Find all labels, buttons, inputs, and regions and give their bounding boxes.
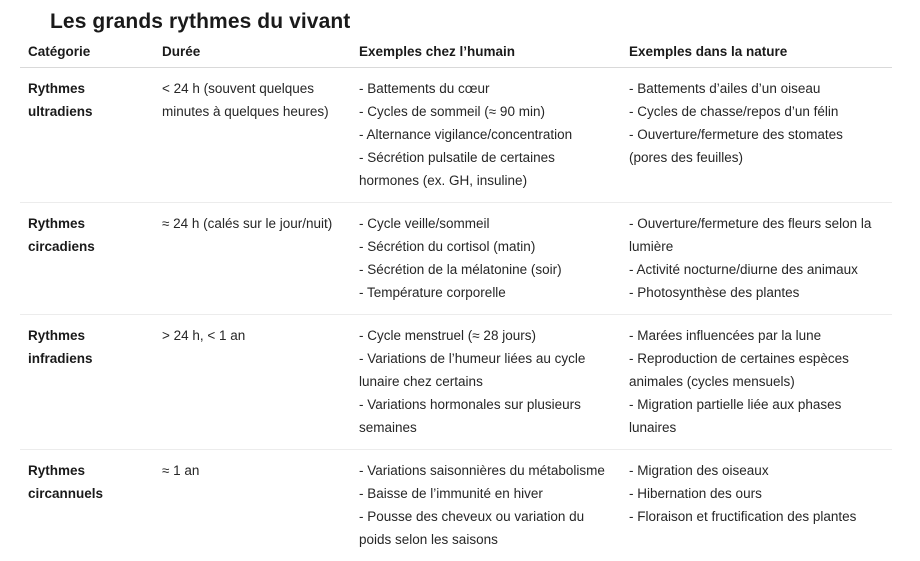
list-item: - Pousse des cheveux ou variation du poids selon les saisons (359, 509, 585, 547)
list-item: - Cycles de sommeil (≈ 90 min) (359, 104, 545, 119)
list-item: - Cycle menstruel (≈ 28 jours) (359, 328, 536, 343)
rhythms-table (20, 38, 892, 561)
list-item: - Baisse de l’immunité en hiver (359, 486, 543, 501)
human-examples-cell (351, 68, 621, 203)
nature-examples-cell (621, 450, 892, 561)
human-examples-cell (351, 315, 621, 450)
list-item: - Ouverture/fermeture des stomates (pores des feuilles) (629, 127, 843, 165)
duration-cell: ≈ 1 an (162, 463, 200, 478)
list-item: - Migration des oiseaux (629, 463, 769, 478)
table-row (20, 315, 892, 450)
table-header-row (20, 38, 892, 68)
list-item: - Variations hormonales sur plusieurs semaines (359, 397, 581, 435)
list-item: - Migration partielle liée aux phases lunaires (629, 397, 842, 435)
page-title: Les grands rythmes du vivant (50, 10, 351, 33)
category-cell: Rythmes circannuels (28, 463, 104, 501)
list-item: - Ouverture/fermeture des fleurs selon la lumière (629, 216, 872, 254)
human-examples-cell (351, 203, 621, 315)
list-item: - Variations de l’humeur liées au cycle lunaire chez certains (359, 351, 586, 389)
list-item: - Hibernation des ours (629, 486, 762, 501)
list-item: - Floraison et fructification des plantes (629, 509, 857, 524)
list-item: - Cycle veille/sommeil (359, 216, 490, 231)
table-row (20, 450, 892, 561)
category-cell: Rythmes infradiens (20, 315, 154, 450)
list-item: - Cycles de chasse/repos d’un félin (629, 104, 839, 119)
header-human-examples: Exemples chez l’humain (351, 38, 621, 68)
nature-examples-cell (621, 315, 892, 450)
list-item: - Reproduction de certaines espèces animales (cycles mensuels) (629, 351, 849, 389)
nature-examples-cell (621, 203, 892, 315)
list-item: - Photosynthèse des plantes (629, 285, 800, 300)
list-item: - Sécrétion du cortisol (matin) (359, 239, 536, 254)
table-row (20, 203, 892, 315)
list-item: - Activité nocturne/diurne des animaux (629, 262, 858, 277)
list-item: - Sécrétion de la mélatonine (soir) (359, 262, 562, 277)
nature-examples-cell (621, 68, 892, 203)
category-cell: Rythmes circadiens (20, 203, 154, 315)
duration-cell: > 24 h, < 1 an (154, 315, 351, 450)
list-item: - Marées influencées par la lune (629, 328, 822, 343)
table-row (20, 68, 892, 203)
header-nature-examples: Exemples dans la nature (621, 38, 892, 68)
human-examples-cell (351, 450, 621, 561)
duration-cell: ≈ 24 h (calés sur le jour/nuit) (154, 203, 351, 315)
list-item: - Battements du cœur (359, 81, 490, 96)
list-item: - Température corporelle (359, 285, 506, 300)
list-item: - Sécrétion pulsatile de certaines hormones (ex. GH, insuline) (359, 150, 555, 188)
category-cell: Rythmes ultradiens (20, 68, 154, 203)
header-duration: Durée (154, 38, 351, 68)
list-item: - Battements d’ailes d’un oiseau (629, 81, 821, 96)
header-category: Catégorie (20, 38, 154, 68)
list-item: - Alternance vigilance/concentration (359, 127, 573, 142)
duration-cell: < 24 h (souvent quelques minutes à quelques heures) (154, 68, 351, 203)
list-item: - Variations saisonnières du métabolisme (359, 463, 605, 478)
